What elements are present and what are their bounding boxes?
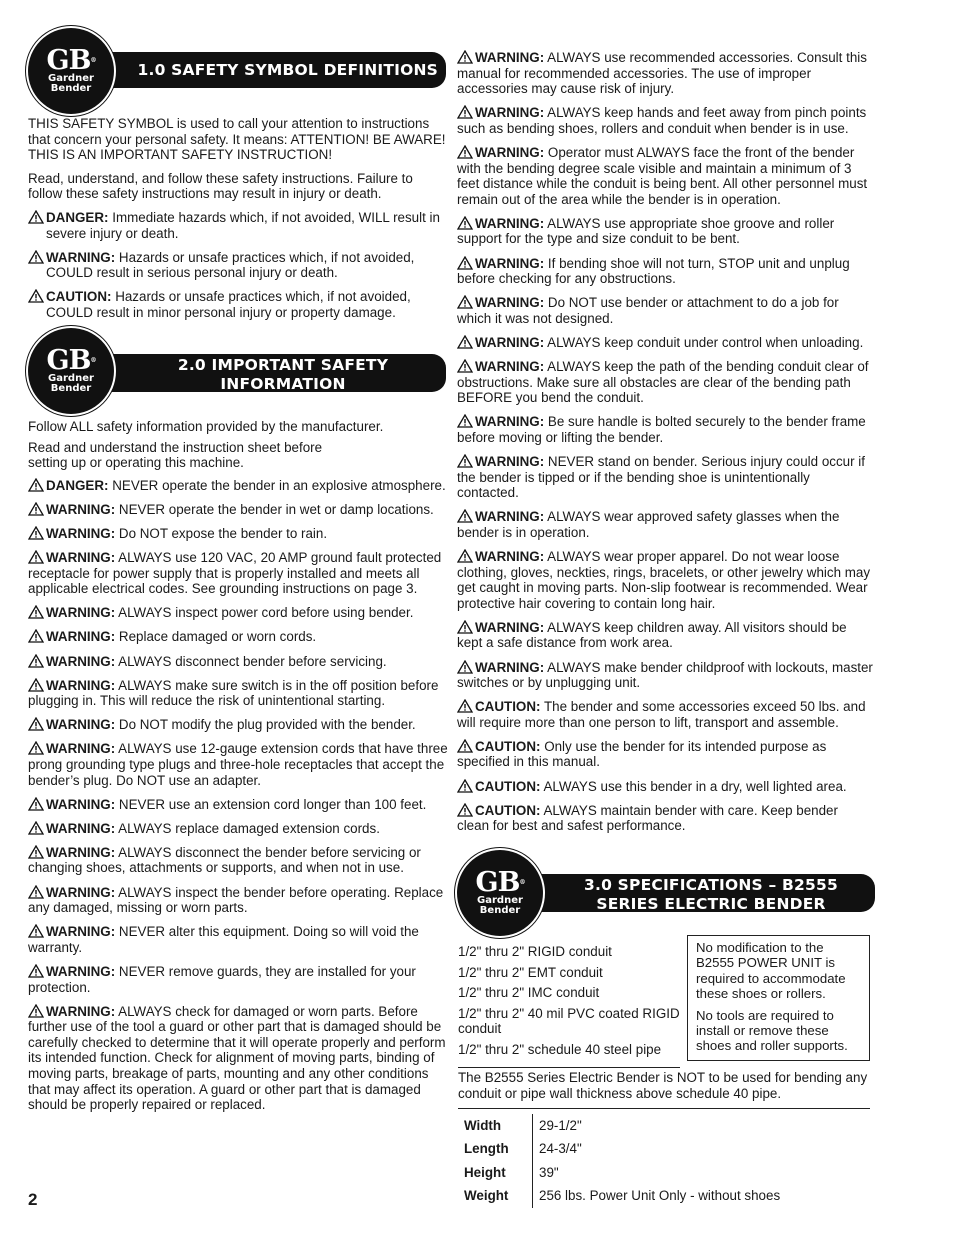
safety-label: WARNING:	[46, 717, 116, 733]
warning-triangle-icon	[457, 549, 473, 563]
dimension-row	[458, 1161, 786, 1185]
safety-text: ALWAYS use recommended accessories. Consult this manual for recommended accessories. The use of improper accessories may cause risk of injury.	[457, 50, 867, 97]
dimension-value: 256 lbs. Power Unit Only - without shoes	[539, 1188, 781, 1204]
safety-text: NEVER use an extension cord longer than 100 feet.	[115, 796, 427, 812]
safety-item	[457, 50, 873, 97]
safety-label: CAUTION:	[475, 802, 541, 818]
conduit-item: 1/2" thru 2" schedule 40 steel pipe	[458, 1041, 662, 1057]
safety-label: WARNING:	[475, 414, 545, 430]
safety-text: NEVER remove guards, they are installed for your protection.	[28, 963, 416, 995]
safety-label: WARNING:	[46, 884, 116, 900]
safety-item	[28, 654, 448, 670]
safety-label: WARNING:	[46, 653, 116, 669]
dimension-label: Length	[458, 1138, 533, 1162]
safety-item	[457, 145, 873, 207]
safety-item	[457, 295, 873, 326]
safety-item	[28, 502, 448, 518]
safety-label: WARNING:	[46, 249, 116, 265]
safety-label: WARNING:	[46, 1003, 116, 1019]
safety-label: DANGER:	[46, 477, 109, 493]
safety-label: WARNING:	[46, 741, 116, 757]
safety-label: WARNING:	[475, 453, 545, 469]
dimension-value: 39"	[539, 1164, 559, 1180]
safety-text: ALWAYS use this bender in a dry, well lighted area.	[540, 778, 847, 794]
safety-text: ALWAYS replace damaged extension cords.	[115, 820, 380, 836]
section1-read: Read, understand, and follow these safety instructions. Failure to follow these safety instructions may result in injury or death.	[28, 170, 413, 202]
safety-item	[28, 526, 448, 542]
safety-item	[457, 803, 873, 834]
safety-item	[28, 885, 448, 916]
warning-triangle-icon	[28, 1004, 44, 1018]
safety-label: CAUTION:	[475, 778, 541, 794]
safety-label: WARNING:	[475, 659, 545, 675]
dimension-value: 29-1/2"	[539, 1117, 582, 1133]
safety-text: Do NOT expose the bender to rain.	[115, 525, 328, 541]
warning-triangle-icon	[457, 359, 473, 373]
warning-triangle-icon	[457, 660, 473, 674]
safety-label: CAUTION:	[475, 699, 541, 715]
warning-triangle-icon	[28, 741, 44, 755]
safety-text: The bender and some accessories exceed 50 lbs. and will require more than one person to lift, transport and assemble.	[457, 699, 866, 730]
conduit-item: 1/2" thru 2" RIGID conduit	[458, 944, 612, 959]
safety-label: WARNING:	[475, 359, 545, 374]
safety-label: WARNING:	[475, 509, 545, 525]
safety-label: WARNING:	[46, 820, 116, 836]
safety-item	[457, 454, 873, 501]
safety-item	[28, 289, 448, 320]
warning-triangle-icon	[28, 605, 44, 619]
warning-triangle-icon	[457, 256, 473, 270]
safety-text: NEVER stand on bender. Serious injury could occur if the bender is tipped or if the bending shoe is unintentionally contacted.	[457, 453, 865, 501]
safety-item	[457, 779, 873, 795]
warning-triangle-icon	[28, 250, 44, 264]
safety-label: WARNING:	[475, 334, 545, 350]
safety-item	[457, 699, 873, 730]
safety-item	[28, 821, 448, 837]
safety-label: WARNING:	[475, 548, 545, 564]
dimension-row	[458, 1185, 786, 1209]
warning-triangle-icon	[457, 335, 473, 349]
warning-triangle-icon	[28, 797, 44, 811]
dimension-label: Width	[458, 1114, 533, 1138]
safety-label: WARNING:	[46, 924, 116, 940]
safety-label: WARNING:	[46, 550, 116, 566]
safety-item	[28, 797, 448, 813]
safety-text: Do NOT modify the plug provided with the bender.	[115, 717, 416, 733]
safety-text: ALWAYS keep children away. All visitors should be kept a safe distance from work area.	[457, 619, 847, 651]
safety-label: WARNING:	[475, 215, 545, 231]
safety-item	[457, 216, 873, 247]
safety-item	[457, 549, 873, 611]
safety-text: ALWAYS wear approved safety glasses when the bender is in operation.	[457, 509, 840, 540]
warning-triangle-icon	[457, 105, 473, 119]
safety-text: Immediate hazards which, if not avoided, WILL result in severe injury or death.	[46, 209, 440, 241]
safety-item	[457, 509, 873, 540]
safety-text: NEVER operate the bender in an explosive atmosphere.	[108, 477, 446, 493]
safety-label: CAUTION:	[475, 738, 541, 754]
safety-item	[457, 256, 873, 287]
section2-header	[28, 328, 448, 420]
safety-item	[28, 741, 448, 788]
safety-text: ALWAYS check for damaged or worn parts. Before further use of the tool a guard or other part that is damaged should be carefully checked to determine that it will operate properly and perform its intended function. Check for alignment of moving parts, binding of moving parts, breakage of parts, mounting and any other conditions that may affect its operation. A guard or other part that is damaged should be properly repaired or replaced.	[28, 1003, 446, 1113]
dimension-label: Height	[458, 1161, 533, 1185]
safety-text: ALWAYS make sure switch is in the off position before plugging in. This will reduce the risk of unintentional starting.	[28, 677, 439, 709]
section-title: 1.0 SAFETY SYMBOL DEFINITIONS	[88, 52, 446, 88]
safety-label: WARNING:	[475, 144, 545, 160]
warning-triangle-icon	[28, 502, 44, 516]
warning-triangle-icon	[457, 803, 473, 817]
safety-item	[457, 660, 873, 691]
safety-text: NEVER alter this equipment. Doing so will void the warranty.	[28, 924, 419, 955]
safety-text: ALWAYS wear proper apparel. Do not wear loose clothing, gloves, neckties, rings, bracelets, or other jewelry which may get caught in moving parts. Non-slip footwear is recommended. Wear protective hair covering to contain long hair.	[457, 548, 871, 611]
conduit-item: 1/2" thru 2" 40 mil PVC coated RIGID conduit	[458, 1005, 680, 1037]
safety-label: WARNING:	[46, 525, 116, 541]
warning-triangle-icon	[457, 509, 473, 523]
gardner-bender-logo: GB® Gardner Bender	[28, 28, 114, 114]
safety-item	[28, 250, 448, 281]
safety-item	[457, 739, 873, 770]
safety-text: Hazards or unsafe practices which, if not avoided, COULD result in minor personal injury or property damage.	[46, 289, 411, 320]
safety-item	[28, 550, 448, 597]
safety-label: WARNING:	[475, 255, 545, 271]
warning-triangle-icon	[457, 699, 473, 713]
warning-triangle-icon	[28, 678, 44, 692]
safety-label: WARNING:	[46, 844, 116, 860]
section2-p1: Follow ALL safety information provided by the manufacturer.	[28, 419, 384, 434]
schedule-note: The B2555 Series Electric Bender is NOT to be used for bending any conduit or pipe wall thickness above schedule 40 pipe.	[458, 1070, 870, 1109]
dimension-row	[458, 1114, 786, 1138]
section-title: 3.0 SPECIFICATIONS – B2555 SERIES ELECTRIC BENDER	[517, 874, 875, 912]
safety-text: ALWAYS disconnect the bender before servicing or changing shoes, attachments or supports, and when not in use.	[28, 844, 421, 876]
warning-triangle-icon	[28, 654, 44, 668]
warning-triangle-icon	[28, 629, 44, 643]
safety-item	[457, 359, 873, 406]
warning-triangle-icon	[28, 289, 44, 303]
warning-triangle-icon	[28, 845, 44, 859]
safety-item	[28, 964, 448, 995]
safety-label: WARNING:	[475, 295, 545, 311]
safety-text: ALWAYS disconnect bender before servicing.	[115, 653, 387, 669]
gardner-bender-logo: GB® Gardner Bender	[28, 328, 114, 414]
warning-triangle-icon	[28, 550, 44, 564]
safety-item	[28, 629, 448, 645]
warning-triangle-icon	[457, 50, 473, 64]
safety-item	[457, 105, 873, 136]
safety-label: WARNING:	[46, 501, 116, 517]
safety-item	[28, 210, 448, 241]
warning-triangle-icon	[457, 145, 473, 159]
safety-item	[457, 335, 873, 351]
safety-text: Operator must ALWAYS face the front of the bender with the bending degree scale visible and maintain a minimum of 3 feet distance while the conduit is being bent. All other personnel must remain out of the area while the bender is in operation.	[457, 144, 868, 207]
safety-label: WARNING:	[475, 50, 545, 65]
safety-label: DANGER:	[46, 209, 109, 225]
dimension-value: 24-3/4"	[539, 1141, 582, 1157]
safety-label: WARNING:	[475, 105, 545, 121]
warning-triangle-icon	[457, 739, 473, 753]
section1-intro: THIS SAFETY SYMBOL is used to call your attention to instructions that concern your personal safety. It means: ATTENTION! BE AWARE! THIS IS AN IMPORTANT SAFETY INSTRUCTION!	[28, 116, 446, 163]
safety-text: Hazards or unsafe practices which, if not avoided, COULD result in serious personal injury or death.	[46, 249, 415, 281]
safety-text: Be sure handle is bolted securely to the bender frame before moving or lifting the bender.	[457, 414, 866, 445]
section-title: 2.0 IMPORTANT SAFETY INFORMATION	[88, 354, 446, 392]
page-number: 2	[28, 1190, 38, 1209]
warning-triangle-icon	[28, 964, 44, 978]
safety-text: ALWAYS make bender childproof with lockouts, master switches or by unplugging unit.	[457, 659, 873, 691]
warning-triangle-icon	[457, 779, 473, 793]
warning-triangle-icon	[28, 924, 44, 938]
safety-text: Only use the bender for its intended purpose as specified in this manual.	[457, 738, 827, 770]
gardner-bender-logo: GB® Gardner Bender	[457, 850, 543, 936]
warning-triangle-icon	[28, 478, 44, 492]
safety-label: WARNING:	[46, 629, 116, 645]
safety-text: If bending shoe will not turn, STOP unit and unplug before checking for any obstructions.	[457, 255, 850, 287]
warning-triangle-icon	[28, 526, 44, 540]
section2-p2: Read and understand the instruction sheet before setting up or operating this machine.	[28, 439, 323, 471]
safety-text: ALWAYS maintain bender with care. Keep bender clean for best and safest performance.	[457, 802, 838, 834]
safety-item	[28, 478, 448, 494]
warning-triangle-icon	[457, 620, 473, 634]
safety-text: ALWAYS inspect the bender before operating. Replace any damaged, missing or worn parts.	[28, 884, 444, 916]
warning-triangle-icon	[457, 454, 473, 468]
safety-text: ALWAYS use 12-gauge extension cords that have three prong grounding type plugs and three-hole receptacles that accept the bender’s plug. Do NOT use an adapter.	[28, 741, 448, 788]
safety-text: Replace damaged or worn cords.	[115, 629, 317, 645]
safety-text: ALWAYS inspect power cord before using bender.	[115, 605, 414, 621]
conduit-item: 1/2" thru 2" EMT conduit	[458, 964, 603, 980]
warning-triangle-icon	[28, 821, 44, 835]
safety-item	[28, 678, 448, 709]
warning-triangle-icon	[28, 885, 44, 899]
section1-header	[28, 28, 448, 120]
safety-item	[457, 414, 873, 445]
spec-note-box: No modification to the B2555 POWER UNIT is required to accommodate these shoes or rollers. No tools are required to install or remove these shoes and roller supports.	[687, 935, 870, 1061]
safety-label: WARNING:	[475, 619, 545, 635]
safety-text: ALWAYS use 120 VAC, 20 AMP ground fault protected receptacle for power supply that is properly installed and meets all applicable electrical codes. See grounding instructions on page 3.	[28, 550, 442, 597]
safety-item	[28, 1004, 448, 1113]
safety-label: CAUTION:	[46, 289, 112, 305]
safety-label: WARNING:	[46, 677, 116, 693]
safety-text: ALWAYS keep conduit under control when unloading.	[544, 334, 864, 350]
safety-item	[28, 605, 448, 621]
safety-label: WARNING:	[46, 605, 116, 621]
safety-label: WARNING:	[46, 796, 116, 812]
section3-header	[457, 850, 877, 942]
conduit-item: 1/2" thru 2" IMC conduit	[458, 985, 600, 1001]
safety-item	[28, 924, 448, 955]
dimension-label: Weight	[458, 1185, 533, 1209]
safety-text: NEVER operate the bender in wet or damp locations.	[115, 501, 434, 517]
dimensions-table	[458, 1114, 786, 1208]
warning-triangle-icon	[457, 295, 473, 309]
safety-text: ALWAYS keep the path of the bending conduit clear of obstructions. Make sure all obstacles are clear of the bending path BEFORE you bend the conduit.	[457, 359, 869, 406]
dimension-row	[458, 1138, 786, 1162]
conduit-list	[458, 944, 680, 1068]
warning-triangle-icon	[28, 717, 44, 731]
warning-triangle-icon	[457, 414, 473, 428]
safety-item	[457, 620, 873, 651]
safety-item	[28, 717, 448, 733]
safety-text: ALWAYS keep hands and feet away from pinch points such as bending shoes, rollers and conduit when bender is in use.	[457, 105, 867, 136]
safety-text: Do NOT use bender or attachment to do a job for which it was not designed.	[457, 295, 839, 326]
safety-label: WARNING:	[46, 963, 116, 979]
safety-text: ALWAYS use appropriate shoe groove and roller support for the type and size conduit to be bent.	[457, 215, 835, 247]
warning-triangle-icon	[457, 216, 473, 230]
safety-item	[28, 845, 448, 876]
warning-triangle-icon	[28, 210, 44, 224]
